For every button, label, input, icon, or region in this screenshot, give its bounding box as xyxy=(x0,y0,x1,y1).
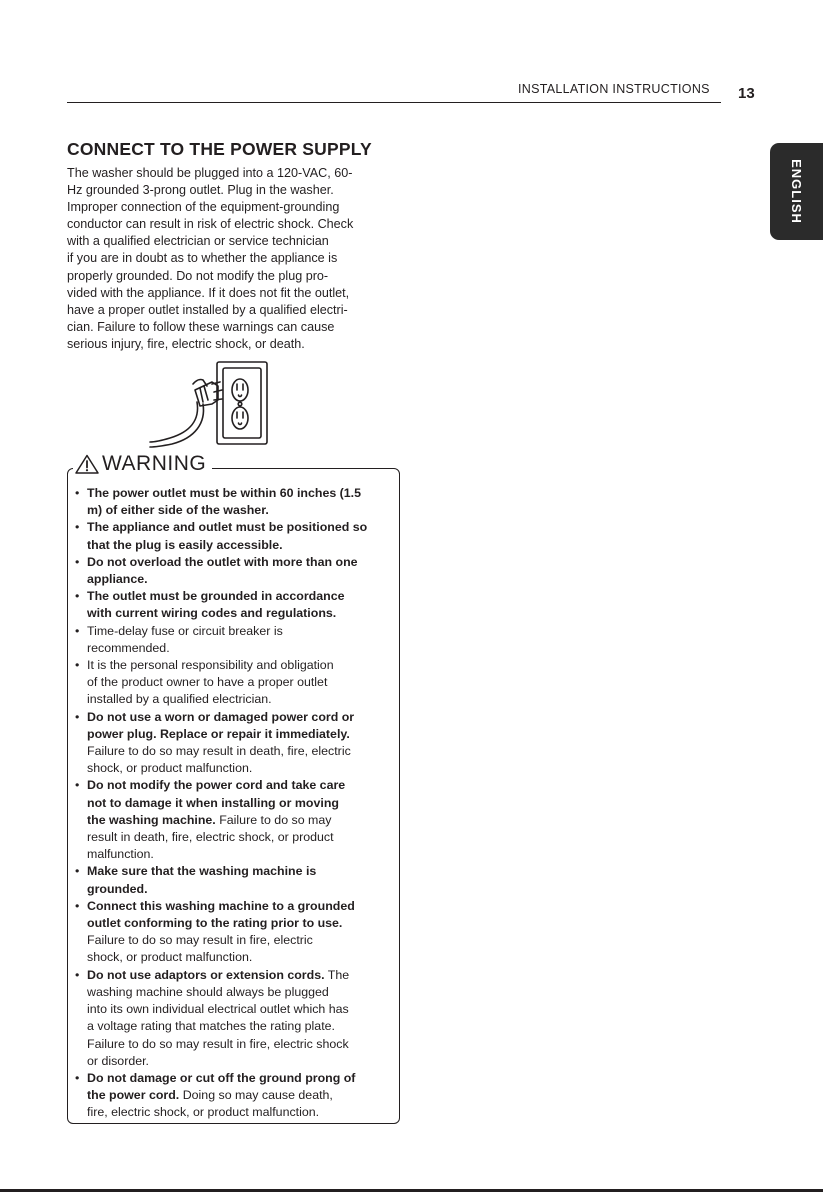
warning-bold-text: the power cord. xyxy=(87,1088,180,1103)
warning-item-line xyxy=(87,554,398,571)
header-section-title: INSTALLATION INSTRUCTIONS xyxy=(518,82,710,96)
warning-item-line xyxy=(87,623,398,640)
warning-bold-text: the washing machine. xyxy=(87,812,216,827)
body-line: have a proper outlet installed by a qualified electri- xyxy=(67,302,348,317)
warning-item xyxy=(72,898,398,967)
warning-item-line xyxy=(87,1001,398,1018)
body-line: properly grounded. Do not modify the plug pro- xyxy=(67,268,329,283)
warning-bold-text: grounded. xyxy=(87,881,148,896)
section-body xyxy=(67,165,405,353)
warning-normal-text: Failure to do so may result in death, fire, electric xyxy=(87,744,351,759)
warning-item-line xyxy=(87,915,398,932)
warning-bold-text: The appliance and outlet must be positioned so xyxy=(87,520,368,535)
warning-item-line xyxy=(87,881,398,898)
warning-item-line xyxy=(87,1053,398,1070)
warning-triangle-icon xyxy=(75,454,99,474)
plug-and-outlet-icon xyxy=(140,360,275,457)
warning-item-line xyxy=(87,726,398,743)
warning-normal-text: Failure to do so may xyxy=(215,812,332,827)
warning-item-line xyxy=(87,657,398,674)
warning-bold-text: outlet conforming to the rating prior to use. xyxy=(87,916,343,931)
warning-item-line xyxy=(87,743,398,760)
warning-bold-text: that the plug is easily accessible. xyxy=(87,537,283,552)
warning-normal-text: a voltage rating that matches the rating plate. xyxy=(87,1019,335,1034)
warning-item-line xyxy=(87,949,398,966)
warning-item-line xyxy=(87,932,398,949)
warning-normal-text: shock, or product malfunction. xyxy=(87,761,253,776)
warning-list xyxy=(72,485,398,1122)
warning-item xyxy=(72,519,398,553)
language-tab xyxy=(770,143,823,240)
warning-item-line xyxy=(87,519,398,536)
warning-item-line xyxy=(87,1018,398,1035)
warning-item-line xyxy=(87,571,398,588)
warning-normal-text: shock, or product malfunction. xyxy=(87,950,253,965)
body-line: vided with the appliance. If it does not fit the outlet, xyxy=(67,285,350,300)
body-line: cian. Failure to follow these warnings can cause xyxy=(67,319,335,334)
warning-header xyxy=(73,452,212,476)
warning-bold-text: Do not use adaptors or extension cords. xyxy=(87,967,325,982)
warning-item-line xyxy=(87,777,398,794)
warning-bold-text: appliance. xyxy=(87,572,148,587)
warning-item-line xyxy=(87,846,398,863)
warning-bold-text: power plug. Replace or repair it immediately. xyxy=(87,726,350,741)
body-line: serious injury, fire, electric shock, or death. xyxy=(67,336,305,351)
warning-item xyxy=(72,777,398,863)
warning-item-line xyxy=(87,588,398,605)
warning-item-line xyxy=(87,691,398,708)
warning-item-line xyxy=(87,898,398,915)
warning-normal-text: Failure to do so may result in fire, electric shock xyxy=(87,1036,349,1051)
body-line: if you are in doubt as to whether the appliance is xyxy=(67,251,338,266)
warning-normal-text: It is the personal responsibility and obligation xyxy=(87,658,334,673)
warning-item-line xyxy=(87,605,398,622)
warning-bold-text: The outlet must be grounded in accordance xyxy=(87,589,345,604)
warning-item-line xyxy=(87,709,398,726)
body-line: Hz grounded 3-prong outlet. Plug in the washer. xyxy=(67,183,334,198)
body-line: with a qualified electrician or service technician xyxy=(67,234,329,249)
warning-normal-text: or disorder. xyxy=(87,1053,149,1068)
warning-item-line xyxy=(87,485,398,502)
warning-bold-text: The power outlet must be within 60 inches (1.5 xyxy=(87,486,362,500)
warning-item-line xyxy=(87,1104,398,1121)
warning-item-line xyxy=(87,812,398,829)
warning-normal-text: Time-delay fuse or circuit breaker is xyxy=(87,623,283,638)
header-divider xyxy=(67,102,721,103)
warning-item-line xyxy=(87,640,398,657)
warning-normal-text: The xyxy=(324,967,350,982)
warning-item xyxy=(72,657,398,709)
warning-normal-text: fire, electric shock, or product malfunction. xyxy=(87,1105,320,1120)
warning-item-line xyxy=(87,967,398,984)
warning-bold-text: Do not damage or cut off the ground prong of xyxy=(87,1070,356,1085)
warning-item-line xyxy=(87,795,398,812)
warning-bold-text: Do not overload the outlet with more than one xyxy=(87,554,358,569)
warning-normal-text: malfunction. xyxy=(87,847,154,862)
warning-item-line xyxy=(87,537,398,554)
warning-bold-text: Make sure that the washing machine is xyxy=(87,864,317,879)
warning-bold-text: with current wiring codes and regulations. xyxy=(87,606,337,621)
warning-normal-text: washing machine should always be plugged xyxy=(87,984,329,999)
warning-item-line xyxy=(87,502,398,519)
body-line: Improper connection of the equipment-grounding xyxy=(67,200,340,215)
warning-normal-text: recommended. xyxy=(87,640,170,655)
warning-item-line xyxy=(87,1070,398,1087)
body-line: The washer should be plugged into a 120-VAC, 60- xyxy=(67,166,353,180)
body-line: conductor can result in risk of electric shock. Check xyxy=(67,217,354,232)
warning-bold-text: Connect this washing machine to a grounded xyxy=(87,898,355,913)
warning-bold-text: m) of either side of the washer. xyxy=(87,503,269,518)
warning-item xyxy=(72,554,398,588)
section-title: CONNECT TO THE POWER SUPPLY xyxy=(67,139,372,159)
warning-normal-text: Failure to do so may result in fire, electric xyxy=(87,933,313,948)
warning-item xyxy=(72,588,398,622)
warning-item-line xyxy=(87,1036,398,1053)
warning-bold-text: Do not modify the power cord and take care xyxy=(87,778,346,793)
page-number: 13 xyxy=(738,85,755,102)
language-tab-label: ENGLISH xyxy=(789,159,805,224)
warning-bold-text: Do not use a worn or damaged power cord or xyxy=(87,709,355,724)
warning-normal-text: result in death, fire, electric shock, or product xyxy=(87,830,334,845)
warning-title: WARNING xyxy=(102,452,207,475)
warning-item xyxy=(72,863,398,897)
warning-item-line xyxy=(87,760,398,777)
warning-normal-text: into its own individual electrical outlet which has xyxy=(87,1002,349,1017)
warning-item-line xyxy=(87,984,398,1001)
warning-normal-text: Doing so may cause death, xyxy=(179,1088,333,1103)
warning-item xyxy=(72,485,398,519)
warning-item xyxy=(72,967,398,1070)
warning-item-line xyxy=(87,674,398,691)
warning-item-line xyxy=(87,1087,398,1104)
warning-item-line xyxy=(87,863,398,880)
warning-item xyxy=(72,1070,398,1122)
warning-normal-text: of the product owner to have a proper outlet xyxy=(87,675,328,690)
warning-item xyxy=(72,709,398,778)
warning-item-line xyxy=(87,829,398,846)
warning-normal-text: installed by a qualified electrician. xyxy=(87,692,272,707)
warning-bold-text: not to damage it when installing or moving xyxy=(87,795,339,810)
warning-item xyxy=(72,623,398,657)
